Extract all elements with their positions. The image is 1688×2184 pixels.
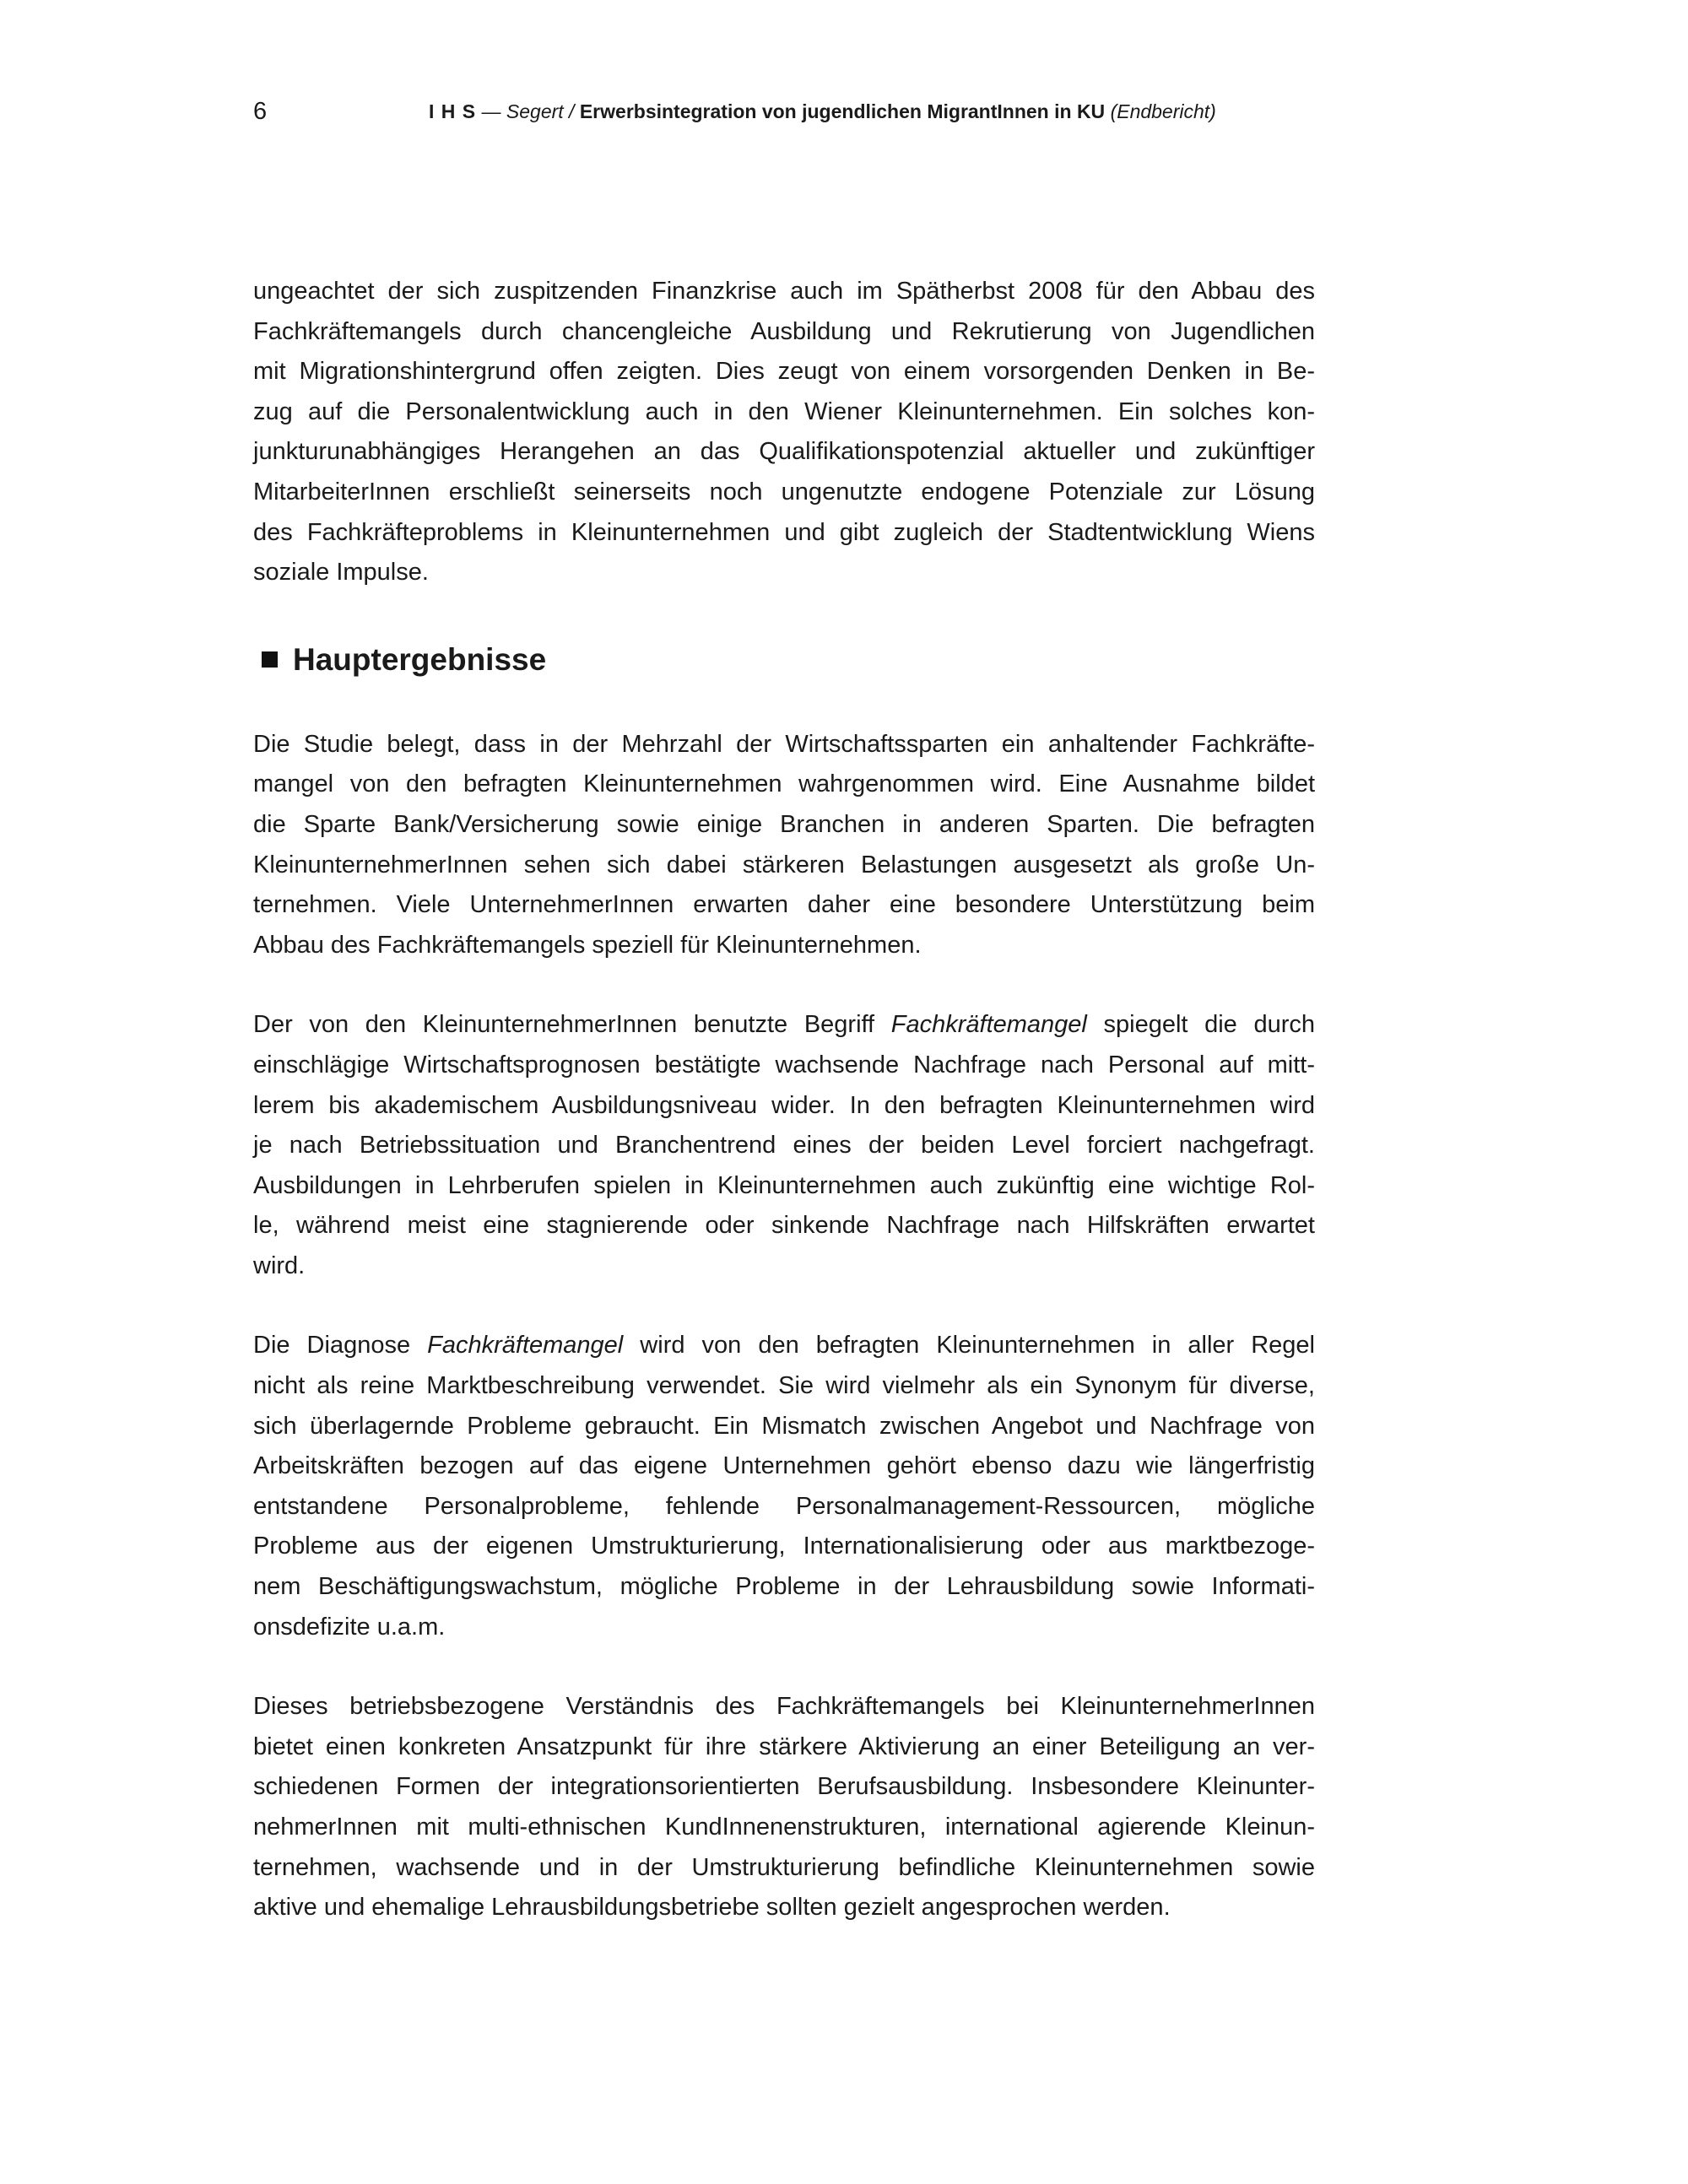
page-number: 6	[253, 98, 268, 125]
page-body	[253, 272, 1315, 1928]
paragraph-line: ternehmen, wachsende und in der Umstrukturierung befindliche Kleinunternehmen sowie	[253, 1853, 1315, 1881]
paragraph-line: KleinunternehmerInnen sehen sich dabei stärkeren Belastungen ausgesetzt als große Un-	[253, 851, 1315, 878]
paragraph-line: Ausbildungen in Lehrberufen spielen in Kleinunternehmen auch zukünftig eine wichtige Rol-	[253, 1171, 1315, 1199]
running-head-title: Erwerbsintegration von jugendlichen MigrantInnen in KU	[574, 100, 1111, 122]
paragraph-line: Probleme aus der eigenen Umstrukturierung, Internationalisierung oder aus marktbezoge-	[253, 1533, 1315, 1560]
paragraph-line: Abbau des Fachkräftemangels speziell für Kleinunternehmen.	[253, 931, 922, 959]
paragraph-line: ternehmen. Viele UnternehmerInnen erwarten daher eine besondere Unterstützung beim	[253, 891, 1315, 919]
running-head-author: Segert /	[506, 100, 575, 122]
paragraph-line: ungeachtet der sich zuspitzenden Finanzkrise auch im Spätherbst 2008 für den Abbau des	[253, 278, 1315, 305]
section-title: Hauptergebnisse	[293, 641, 547, 677]
section-body	[253, 725, 1315, 1928]
paragraph-line: Dieses betriebsbezogene Verständnis des Fachkräftemangels bei KleinunternehmerInnen	[253, 1693, 1315, 1721]
paragraph-line: einschlägige Wirtschaftsprognosen bestätigte wachsende Nachfrage nach Personal auf mitt-	[253, 1051, 1315, 1078]
paragraph-line: nicht als reine Marktbeschreibung verwendet. Sie wird vielmehr als ein Synonym für diverse,	[253, 1372, 1315, 1400]
paragraph-line: entstandene Personalprobleme, fehlende Personalmanagement-Ressourcen, mögliche	[253, 1492, 1315, 1520]
emphasized-term: Fachkräftemangel	[890, 1011, 1087, 1039]
paragraph-line: Die Diagnose Fachkräftemangel wird von den befragten Kleinunternehmen in aller Regel	[253, 1332, 1316, 1360]
paragraph-line: Fachkräftemangels durch chancengleiche Ausbildung und Rekrutierung von Jugendlichen	[253, 317, 1315, 345]
paragraph-line: sich überlagernde Probleme gebraucht. Ein Mismatch zwischen Angebot und Nachfrage von	[253, 1412, 1315, 1440]
paragraph-line: nem Beschäftigungswachstum, mögliche Probleme in der Lehrausbildung sowie Informati-	[253, 1573, 1315, 1601]
paragraph-line: nehmerInnen mit multi-ethnischen KundInnenenstrukturen, international agierende Kleinun-	[253, 1814, 1315, 1841]
paragraph	[253, 725, 1315, 966]
paragraph-line: wird.	[253, 1251, 306, 1279]
paragraph-line: bietet einen konkreten Ansatzpunkt für ihre stärkere Aktivierung an einer Beteiligung an ver-	[253, 1733, 1315, 1760]
paragraph-line: zug auf die Personalentwicklung auch in den Wiener Kleinunternehmen. Ein solches kon-	[253, 397, 1315, 425]
paragraph	[253, 1005, 1315, 1286]
running-head	[429, 95, 1216, 128]
intro-section	[253, 272, 1315, 593]
section-heading	[253, 639, 1315, 681]
paragraph-line: schiedenen Formen der integrationsorientierten Berufsausbildung. Insbesondere Kleinunter-	[253, 1773, 1315, 1801]
paragraph-line: onsdefizite u.a.m.	[253, 1613, 446, 1641]
paragraph-line: lerem bis akademischem Ausbildungsniveau wider. In den befragten Kleinunternehmen wird	[253, 1091, 1315, 1119]
paragraph	[253, 1687, 1315, 1928]
paragraph-line: le, während meist eine stagnierende oder sinkende Nachfrage nach Hilfskräften erwartet	[253, 1212, 1315, 1240]
running-head-separator: —	[476, 100, 506, 122]
paragraph-line: aktive und ehemalige Lehrausbildungsbetriebe sollten gezielt angesprochen werden.	[253, 1894, 1171, 1922]
paragraph-line: die Sparte Bank/Versicherung sowie einige Branchen in anderen Sparten. Die befragten	[253, 810, 1315, 838]
page-header	[253, 95, 1317, 128]
paragraph-line: mit Migrationshintergrund offen zeigten. Dies zeugt von einem vorsorgenden Denken in Be-	[253, 358, 1315, 386]
paragraph-line: je nach Betriebssituation und Branchentrend eines der beiden Level forciert nachgefragt.	[253, 1132, 1315, 1160]
emphasized-term: Fachkräftemangel	[427, 1332, 624, 1360]
paragraph-line: MitarbeiterInnen erschließt seinerseits noch ungenutzte endogene Potenziale zur Lösung	[253, 478, 1315, 505]
paragraph-line: des Fachkräfteproblems in Kleinunternehmen und gibt zugleich der Stadtentwicklung Wiens	[253, 518, 1315, 546]
paragraph-line: junkturunabhängiges Herangehen an das Qualifikationspotenzial aktueller und zukünftiger	[253, 438, 1315, 466]
paragraph	[253, 1326, 1315, 1647]
paragraph-line: soziale Impulse.	[253, 559, 429, 587]
square-bullet-icon	[262, 651, 278, 668]
paragraph-line: Der von den KleinunternehmerInnen benutzte Begriff Fachkräftemangel spiegelt die durch	[253, 1011, 1315, 1039]
paragraph	[253, 272, 1315, 593]
paragraph-line: Arbeitskräften bezogen auf das eigene Unternehmen gehört ebenso dazu wie längerfristig	[253, 1452, 1315, 1480]
paragraph-line: mangel von den befragten Kleinunternehmen wahrgenommen wird. Eine Ausnahme bildet	[253, 770, 1315, 798]
paragraph-line: Die Studie belegt, dass in der Mehrzahl der Wirtschaftssparten ein anhaltender Fachkräfte-	[253, 730, 1315, 758]
running-head-report-type: (Endbericht)	[1110, 100, 1216, 122]
running-head-institution: I H S	[429, 100, 477, 122]
